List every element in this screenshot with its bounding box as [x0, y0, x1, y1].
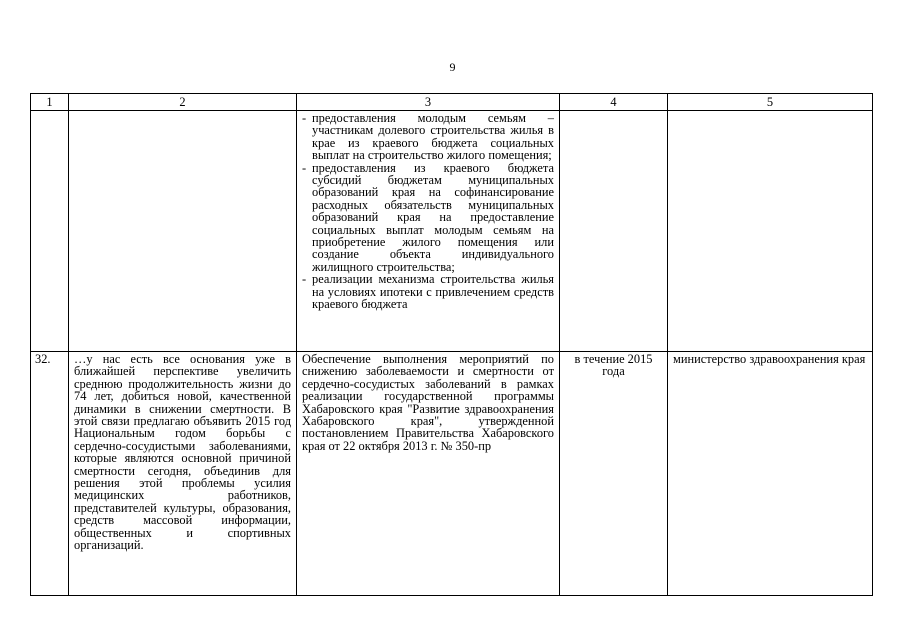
- row-number: 32.: [31, 352, 69, 596]
- header-col-5: 5: [668, 94, 873, 111]
- table-row-32: [31, 352, 873, 596]
- list-item: - предоставления молодым семьям – участникам долевого строительства жилья в крае из краевого бюджета социальных выплат на строительство жилого помещения;: [302, 111, 554, 163]
- list-item: - предоставления из краевого бюджета субсидий бюджетам муниципальных образований края на софинансирование расходных обязательств муниципальных образований края на предоставление социальных выплат молодым семьям на приобретение жилого помещения или создание объекта индивидуального жилищного строительства;: [302, 160, 554, 274]
- continuation-col-4: [560, 111, 668, 352]
- measures-table: [30, 93, 873, 596]
- list-item: - реализации механизма строительства жилья на условиях ипотеки с привлечением средств краевого бюджета: [302, 272, 554, 312]
- header-col-3: 3: [297, 94, 560, 111]
- table-row-continuation: [31, 111, 873, 352]
- list-item-text: предоставления молодым семьям – участникам долевого строительства жилья в крае из краевого бюджета социальных выплат на строительство жилого помещения;: [312, 111, 554, 163]
- continuation-col-1: [31, 111, 69, 352]
- table-header-row: [31, 94, 873, 111]
- continuation-col-5: [668, 111, 873, 352]
- message-quote: …у нас есть все основания уже в ближайшей перспективе увеличить среднюю продолжительность жизни до 74 лет, добиться новой, качественной динамики в снижении смертности. В этой связи предлагаю объявить 2015 год Национальным годом борьбы с сердечно-сосудистыми заболеваниями, которые являются основной причиной смертности сегодня, объединив для решения этой проблемы усилия медицинских работников, представителей культуры, образования, средств массовой информации, общественных и спортивных организаций.: [69, 352, 297, 596]
- header-col-4: 4: [560, 94, 668, 111]
- continuation-col-3: [297, 111, 560, 352]
- continuation-col-2: [69, 111, 297, 352]
- header-col-2: 2: [69, 94, 297, 111]
- deadline-text: в течение 2015 года: [560, 352, 668, 596]
- measures-text: Обеспечение выполнения мероприятий по снижению заболеваемости и смертности от сердечно-сосудистых заболеваний в рамках реализации государственной программы Хабаровского края "Развитие здравоохранения Хабаровского края", утвержденной постановлением Правительства Хабаровского края от 22 октября 2013 г. № 350-пр: [297, 352, 560, 596]
- page-number: 9: [449, 60, 456, 74]
- header-col-1: 1: [31, 94, 69, 111]
- list-item-text: предоставления из краевого бюджета субсидий бюджетам муниципальных образований края на софинансирование расходных обязательств муниципальных образований края на предоставление социальных выплат молодым семьям на приобретение жилого помещения или создание объекта индивидуального жилищного строительства;: [312, 160, 554, 274]
- list-item-text: реализации механизма строительства жилья на условиях ипотеки с привлечением средств краевого бюджета: [312, 272, 554, 312]
- responsible-text: министерство здравоохранения края: [668, 352, 873, 596]
